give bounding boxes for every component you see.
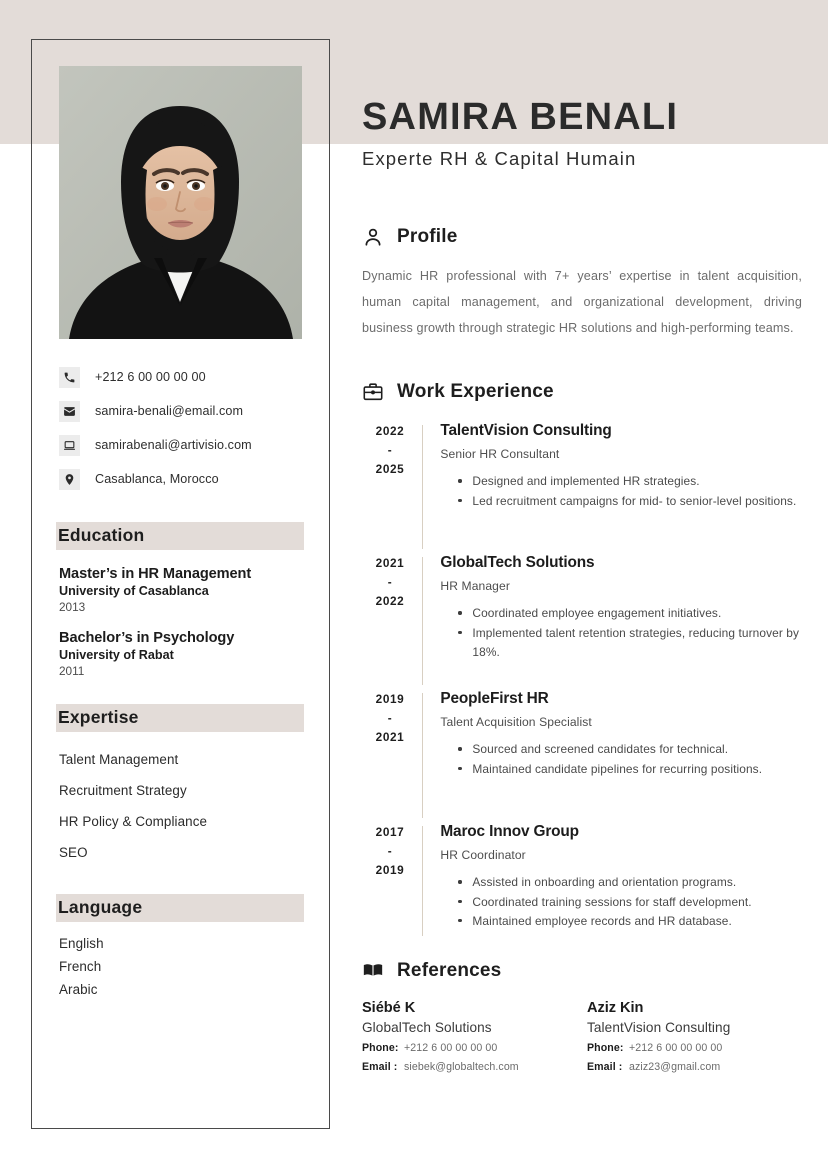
- job-dates: [362, 824, 418, 936]
- job-bullet: Implemented talent retention strategies, reducing turnover by 18%.: [458, 624, 812, 663]
- education-year: 2011: [59, 664, 85, 679]
- job-company: GlobalTech Solutions: [440, 554, 595, 572]
- job-body: [423, 824, 812, 936]
- reference-phone: +212 6 00 00 00 00: [629, 1042, 723, 1055]
- job-bullet: Coordinated employee engagement initiatives.: [458, 604, 812, 623]
- reference-company: GlobalTech Solutions: [362, 1020, 492, 1036]
- location-pin-icon: [59, 469, 80, 490]
- language-section: [59, 894, 302, 1001]
- job-bullets: [440, 604, 812, 662]
- briefcase-icon: [362, 381, 384, 403]
- job-role: HR Coordinator: [440, 848, 526, 863]
- job-title-subtitle: Experte RH & Capital Humain: [362, 148, 637, 169]
- section-title: References: [397, 960, 502, 982]
- job-body: [423, 555, 812, 685]
- reference-name: Siébé K: [362, 1000, 416, 1017]
- phone-label: Phone:: [587, 1042, 624, 1055]
- education-school: University of Casablanca: [59, 584, 209, 599]
- education-degree: Master’s in HR Management: [59, 566, 252, 582]
- language-list: [59, 932, 302, 1001]
- job-company: TalentVision Consulting: [440, 422, 612, 440]
- job-end-year: 2021: [375, 730, 405, 745]
- list-item: Recruitment Strategy: [59, 783, 187, 799]
- job-company: Maroc Innov Group: [440, 823, 579, 841]
- job-bullet: Maintained employee records and HR database.: [458, 912, 812, 931]
- email-label: Email :: [587, 1061, 623, 1074]
- section-title: Work Experience: [397, 381, 554, 403]
- contact-item-email[interactable]: [59, 394, 302, 428]
- education-school: University of Rabat: [59, 648, 174, 663]
- profile-text: Dynamic HR professional with 7+ years’ expertise in talent acquisition, human capital management, and organizational development, driving business growth through strategic HR solutions and high-performing teams.: [362, 269, 802, 335]
- contact-list: [59, 360, 302, 496]
- reference-email-row: [362, 1061, 587, 1073]
- person-icon: [362, 226, 384, 248]
- contact-value: +212 6 00 00 00 00: [95, 370, 206, 384]
- list-item: Talent Management: [59, 752, 179, 768]
- work-section-header: [362, 381, 812, 403]
- job-bullet: Assisted in onboarding and orientation programs.: [458, 873, 812, 892]
- envelope-icon: [59, 401, 80, 422]
- job-start-year: 2019: [375, 692, 405, 707]
- list-item: SEO: [59, 845, 88, 861]
- references-list: [362, 1000, 812, 1073]
- job-bullet: Led recruitment campaigns for mid- to senior-level positions.: [458, 492, 812, 511]
- expertise-list: [59, 744, 302, 868]
- contact-value: samirabenali@artivisio.com: [95, 438, 252, 452]
- job-bullets: [440, 472, 812, 511]
- job-role: Senior HR Consultant: [440, 447, 560, 462]
- reference-email: aziz23@gmail.com: [629, 1061, 721, 1074]
- job-body: [423, 423, 812, 549]
- job-entry: [362, 555, 812, 685]
- job-start-year: 2021: [375, 556, 405, 571]
- laptop-icon: [59, 435, 80, 456]
- list-item: Arabic: [59, 982, 98, 998]
- list-item: English: [59, 936, 104, 952]
- contact-value: samira-benali@email.com: [95, 404, 244, 418]
- job-entry: [362, 423, 812, 549]
- job-bullet: Sourced and screened candidates for technical.: [458, 740, 812, 759]
- page-title: SAMIRA BENALI: [362, 96, 679, 138]
- reference-phone-row: [362, 1042, 587, 1054]
- job-date-dash: -: [387, 443, 393, 458]
- job-bullets: [440, 873, 812, 931]
- language-heading: Language: [56, 894, 304, 922]
- reference-company: TalentVision Consulting: [587, 1020, 731, 1036]
- job-dates: [362, 423, 418, 549]
- contact-item-website[interactable]: [59, 428, 302, 462]
- list-item: French: [59, 959, 102, 975]
- job-bullet: Coordinated training sessions for staff development.: [458, 893, 812, 912]
- job-bullet: Maintained candidate pipelines for recurring positions.: [458, 760, 812, 779]
- job-date-dash: -: [387, 711, 393, 726]
- job-bullet: Designed and implemented HR strategies.: [458, 472, 812, 491]
- reference-card: [362, 1000, 587, 1073]
- contact-item-location[interactable]: [59, 462, 302, 496]
- work-experience-list: [362, 423, 812, 936]
- education-year: 2013: [59, 600, 86, 615]
- phone-icon: [59, 367, 80, 388]
- main-column: [362, 0, 812, 1073]
- profile-section-header: [362, 226, 812, 248]
- profile-photo: [59, 66, 302, 339]
- reference-name: Aziz Kin: [587, 1000, 644, 1017]
- reference-card: [587, 1000, 812, 1073]
- expertise-heading: Expertise: [56, 704, 304, 732]
- job-body: [423, 691, 812, 818]
- job-end-year: 2025: [375, 462, 405, 477]
- education-section: [59, 522, 302, 678]
- job-role: HR Manager: [440, 579, 510, 594]
- job-end-year: 2022: [375, 594, 405, 609]
- phone-label: Phone:: [362, 1042, 399, 1055]
- reference-phone: +212 6 00 00 00 00: [404, 1042, 498, 1055]
- job-bullets: [440, 740, 812, 779]
- job-start-year: 2022: [375, 424, 405, 439]
- references-section-header: [362, 960, 812, 982]
- reference-email: siebek@globaltech.com: [404, 1061, 519, 1074]
- job-dates: [362, 691, 418, 818]
- education-heading: Education: [56, 522, 304, 550]
- job-role: Talent Acquisition Specialist: [440, 715, 592, 730]
- contact-value: Casablanca, Morocco: [95, 472, 219, 486]
- education-item: [59, 629, 302, 678]
- job-start-year: 2017: [375, 825, 405, 840]
- open-book-icon: [362, 960, 384, 982]
- reference-email-row: [587, 1061, 812, 1073]
- reference-phone-row: [587, 1042, 812, 1054]
- job-date-dash: -: [387, 844, 393, 859]
- job-end-year: 2019: [375, 863, 405, 878]
- job-date-dash: -: [387, 575, 393, 590]
- email-label: Email :: [362, 1061, 398, 1074]
- expertise-section: [59, 704, 302, 868]
- education-item: [59, 565, 302, 614]
- job-entry: [362, 691, 812, 818]
- education-degree: Bachelor’s in Psychology: [59, 630, 235, 647]
- section-title: Profile: [397, 226, 458, 247]
- sidebar: [31, 360, 330, 1001]
- job-dates: [362, 555, 418, 685]
- job-entry: [362, 824, 812, 936]
- list-item: HR Policy & Compliance: [59, 814, 208, 830]
- contact-item-phone[interactable]: [59, 360, 302, 394]
- job-company: PeopleFirst HR: [440, 690, 549, 708]
